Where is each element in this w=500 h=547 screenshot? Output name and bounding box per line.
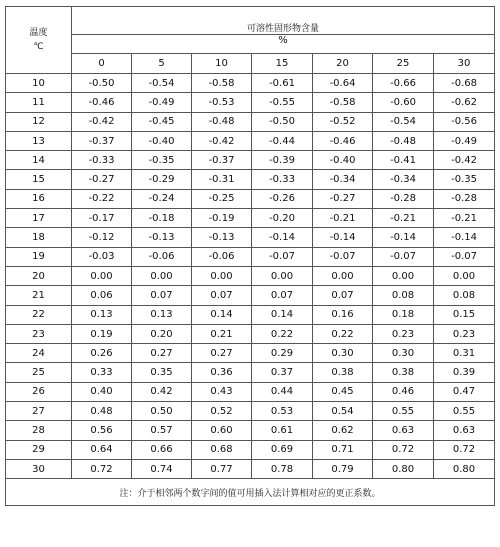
table-row xyxy=(6,305,495,324)
value-cell: -0.49 xyxy=(132,93,192,112)
value-cell: -0.22 xyxy=(72,189,132,208)
value-cell: 0.55 xyxy=(373,402,434,421)
value-cell: 0.21 xyxy=(192,324,252,343)
value-cell: -0.33 xyxy=(72,151,132,170)
value-cell: -0.27 xyxy=(72,170,132,189)
value-cell: -0.39 xyxy=(252,151,313,170)
value-cell: 0.79 xyxy=(313,459,373,478)
value-cell: -0.45 xyxy=(132,112,192,131)
table-note: 注：介于相邻两个数字间的值可用插入法计算相对应的更正系数。 xyxy=(6,479,495,506)
value-cell: -0.19 xyxy=(192,209,252,228)
value-cell: -0.58 xyxy=(313,93,373,112)
value-cell: 0.30 xyxy=(313,344,373,363)
value-cell: 0.54 xyxy=(313,402,373,421)
value-cell: -0.62 xyxy=(434,93,495,112)
value-cell: 0.22 xyxy=(252,324,313,343)
column-header: 30 xyxy=(434,54,495,74)
value-cell: 0.48 xyxy=(72,402,132,421)
table-row xyxy=(6,324,495,343)
temperature-cell: 13 xyxy=(6,131,72,150)
value-cell: 0.78 xyxy=(252,459,313,478)
value-cell: -0.40 xyxy=(313,151,373,170)
value-cell: 0.14 xyxy=(192,305,252,324)
value-cell: -0.42 xyxy=(434,151,495,170)
temperature-cell: 24 xyxy=(6,344,72,363)
table-row xyxy=(6,247,495,266)
column-header: 25 xyxy=(373,54,434,74)
table-row xyxy=(6,382,495,401)
value-cell: 0.07 xyxy=(192,286,252,305)
temperature-cell: 25 xyxy=(6,363,72,382)
value-cell: 0.23 xyxy=(434,324,495,343)
temperature-header-unit: ℃ xyxy=(33,42,44,52)
value-cell: 0.22 xyxy=(313,324,373,343)
value-cell: -0.49 xyxy=(434,131,495,150)
value-cell: -0.21 xyxy=(373,209,434,228)
temperature-cell: 11 xyxy=(6,93,72,112)
table-row xyxy=(6,209,495,228)
temperature-cell: 15 xyxy=(6,170,72,189)
unit-header: % xyxy=(72,35,495,54)
value-cell: -0.07 xyxy=(313,247,373,266)
value-cell: -0.42 xyxy=(192,131,252,150)
value-cell: 0.00 xyxy=(192,266,252,285)
value-cell: 0.45 xyxy=(313,382,373,401)
table-row xyxy=(6,344,495,363)
value-cell: 0.00 xyxy=(252,266,313,285)
value-cell: 0.69 xyxy=(252,440,313,459)
column-header: 15 xyxy=(252,54,313,74)
value-cell: -0.27 xyxy=(313,189,373,208)
value-cell: 0.20 xyxy=(132,324,192,343)
table-row xyxy=(6,286,495,305)
value-cell: -0.66 xyxy=(373,74,434,93)
temperature-header-label: 温度 xyxy=(29,28,48,38)
temperature-cell: 30 xyxy=(6,459,72,478)
value-cell: -0.48 xyxy=(192,112,252,131)
correction-table xyxy=(5,6,495,506)
column-header-row xyxy=(6,54,495,74)
value-cell: -0.06 xyxy=(192,247,252,266)
table-row xyxy=(6,151,495,170)
value-cell: 0.53 xyxy=(252,402,313,421)
value-cell: -0.46 xyxy=(313,131,373,150)
value-cell: 0.07 xyxy=(252,286,313,305)
value-cell: -0.42 xyxy=(72,112,132,131)
temperature-cell: 12 xyxy=(6,112,72,131)
value-cell: 0.06 xyxy=(72,286,132,305)
value-cell: 0.00 xyxy=(132,266,192,285)
table-row xyxy=(6,363,495,382)
value-cell: -0.24 xyxy=(132,189,192,208)
value-cell: -0.68 xyxy=(434,74,495,93)
table-row xyxy=(6,402,495,421)
value-cell: 0.68 xyxy=(192,440,252,459)
temperature-cell: 16 xyxy=(6,189,72,208)
value-cell: -0.21 xyxy=(434,209,495,228)
column-header: 20 xyxy=(313,54,373,74)
temperature-cell: 27 xyxy=(6,402,72,421)
value-cell: 0.19 xyxy=(72,324,132,343)
value-cell: -0.64 xyxy=(313,74,373,93)
temperature-cell: 28 xyxy=(6,421,72,440)
value-cell: 0.16 xyxy=(313,305,373,324)
value-cell: -0.58 xyxy=(192,74,252,93)
value-cell: -0.29 xyxy=(132,170,192,189)
value-cell: -0.28 xyxy=(434,189,495,208)
value-cell: 0.72 xyxy=(434,440,495,459)
value-cell: 0.52 xyxy=(192,402,252,421)
value-cell: 0.74 xyxy=(132,459,192,478)
value-cell: 0.42 xyxy=(132,382,192,401)
value-cell: 0.00 xyxy=(434,266,495,285)
temperature-cell: 17 xyxy=(6,209,72,228)
value-cell: -0.50 xyxy=(72,74,132,93)
value-cell: 0.13 xyxy=(132,305,192,324)
value-cell: -0.54 xyxy=(373,112,434,131)
value-cell: 0.61 xyxy=(252,421,313,440)
table-row xyxy=(6,112,495,131)
value-cell: 0.62 xyxy=(313,421,373,440)
value-cell: 0.33 xyxy=(72,363,132,382)
table-row xyxy=(6,189,495,208)
value-cell: 0.27 xyxy=(192,344,252,363)
table-row xyxy=(6,266,495,285)
value-cell: -0.14 xyxy=(313,228,373,247)
table-row xyxy=(6,459,495,478)
column-header: 10 xyxy=(192,54,252,74)
value-cell: -0.54 xyxy=(132,74,192,93)
value-cell: -0.13 xyxy=(132,228,192,247)
table-row xyxy=(6,228,495,247)
value-cell: 0.56 xyxy=(72,421,132,440)
value-cell: 0.14 xyxy=(252,305,313,324)
temperature-cell: 22 xyxy=(6,305,72,324)
value-cell: -0.26 xyxy=(252,189,313,208)
value-cell: -0.40 xyxy=(132,131,192,150)
value-cell: 0.00 xyxy=(313,266,373,285)
value-cell: -0.56 xyxy=(434,112,495,131)
value-cell: 0.13 xyxy=(72,305,132,324)
value-cell: 0.37 xyxy=(252,363,313,382)
value-cell: 0.36 xyxy=(192,363,252,382)
value-cell: 0.23 xyxy=(373,324,434,343)
value-cell: -0.13 xyxy=(192,228,252,247)
value-cell: -0.60 xyxy=(373,93,434,112)
temperature-cell: 29 xyxy=(6,440,72,459)
value-cell: -0.55 xyxy=(252,93,313,112)
value-cell: -0.14 xyxy=(373,228,434,247)
value-cell: -0.17 xyxy=(72,209,132,228)
value-cell: -0.18 xyxy=(132,209,192,228)
value-cell: 0.57 xyxy=(132,421,192,440)
value-cell: 0.63 xyxy=(434,421,495,440)
value-cell: -0.31 xyxy=(192,170,252,189)
value-cell: 0.39 xyxy=(434,363,495,382)
value-cell: -0.33 xyxy=(252,170,313,189)
value-cell: 0.35 xyxy=(132,363,192,382)
value-cell: 0.66 xyxy=(132,440,192,459)
temperature-cell: 14 xyxy=(6,151,72,170)
value-cell: -0.61 xyxy=(252,74,313,93)
value-cell: -0.37 xyxy=(192,151,252,170)
temperature-cell: 18 xyxy=(6,228,72,247)
value-cell: -0.37 xyxy=(72,131,132,150)
value-cell: -0.44 xyxy=(252,131,313,150)
value-cell: -0.28 xyxy=(373,189,434,208)
value-cell: -0.34 xyxy=(313,170,373,189)
value-cell: -0.52 xyxy=(313,112,373,131)
value-cell: 0.40 xyxy=(72,382,132,401)
value-cell: 0.00 xyxy=(72,266,132,285)
value-cell: -0.07 xyxy=(373,247,434,266)
value-cell: 0.80 xyxy=(373,459,434,478)
value-cell: -0.03 xyxy=(72,247,132,266)
temperature-cell: 19 xyxy=(6,247,72,266)
temperature-cell: 23 xyxy=(6,324,72,343)
value-cell: 0.46 xyxy=(373,382,434,401)
value-cell: 0.71 xyxy=(313,440,373,459)
value-cell: 0.44 xyxy=(252,382,313,401)
value-cell: -0.41 xyxy=(373,151,434,170)
soluble-solids-header: 可溶性固形物含量 xyxy=(72,7,495,35)
value-cell: -0.12 xyxy=(72,228,132,247)
value-cell: -0.14 xyxy=(434,228,495,247)
value-cell: -0.48 xyxy=(373,131,434,150)
value-cell: 0.18 xyxy=(373,305,434,324)
table-row xyxy=(6,440,495,459)
table-row xyxy=(6,131,495,150)
value-cell: -0.20 xyxy=(252,209,313,228)
value-cell: 0.00 xyxy=(373,266,434,285)
value-cell: 0.15 xyxy=(434,305,495,324)
value-cell: -0.07 xyxy=(434,247,495,266)
value-cell: 0.27 xyxy=(132,344,192,363)
value-cell: -0.35 xyxy=(132,151,192,170)
value-cell: -0.06 xyxy=(132,247,192,266)
value-cell: 0.72 xyxy=(72,459,132,478)
table-row xyxy=(6,93,495,112)
value-cell: -0.25 xyxy=(192,189,252,208)
temperature-cell: 10 xyxy=(6,74,72,93)
table-body xyxy=(6,74,495,479)
temperature-header xyxy=(6,7,72,74)
value-cell: 0.29 xyxy=(252,344,313,363)
value-cell: -0.53 xyxy=(192,93,252,112)
table-row xyxy=(6,74,495,93)
value-cell: -0.14 xyxy=(252,228,313,247)
value-cell: -0.46 xyxy=(72,93,132,112)
value-cell: 0.43 xyxy=(192,382,252,401)
temperature-cell: 26 xyxy=(6,382,72,401)
value-cell: -0.50 xyxy=(252,112,313,131)
value-cell: 0.26 xyxy=(72,344,132,363)
temperature-cell: 20 xyxy=(6,266,72,285)
value-cell: 0.38 xyxy=(313,363,373,382)
value-cell: 0.07 xyxy=(132,286,192,305)
value-cell: 0.30 xyxy=(373,344,434,363)
value-cell: 0.50 xyxy=(132,402,192,421)
value-cell: 0.64 xyxy=(72,440,132,459)
value-cell: 0.72 xyxy=(373,440,434,459)
value-cell: 0.63 xyxy=(373,421,434,440)
value-cell: 0.07 xyxy=(313,286,373,305)
value-cell: 0.38 xyxy=(373,363,434,382)
column-header: 5 xyxy=(132,54,192,74)
column-header: 0 xyxy=(72,54,132,74)
temperature-cell: 21 xyxy=(6,286,72,305)
table-row xyxy=(6,170,495,189)
value-cell: 0.60 xyxy=(192,421,252,440)
table-row xyxy=(6,421,495,440)
value-cell: 0.77 xyxy=(192,459,252,478)
value-cell: 0.55 xyxy=(434,402,495,421)
value-cell: 0.47 xyxy=(434,382,495,401)
value-cell: 0.08 xyxy=(373,286,434,305)
value-cell: -0.21 xyxy=(313,209,373,228)
value-cell: -0.35 xyxy=(434,170,495,189)
value-cell: 0.31 xyxy=(434,344,495,363)
value-cell: 0.08 xyxy=(434,286,495,305)
value-cell: -0.07 xyxy=(252,247,313,266)
value-cell: -0.34 xyxy=(373,170,434,189)
value-cell: 0.80 xyxy=(434,459,495,478)
